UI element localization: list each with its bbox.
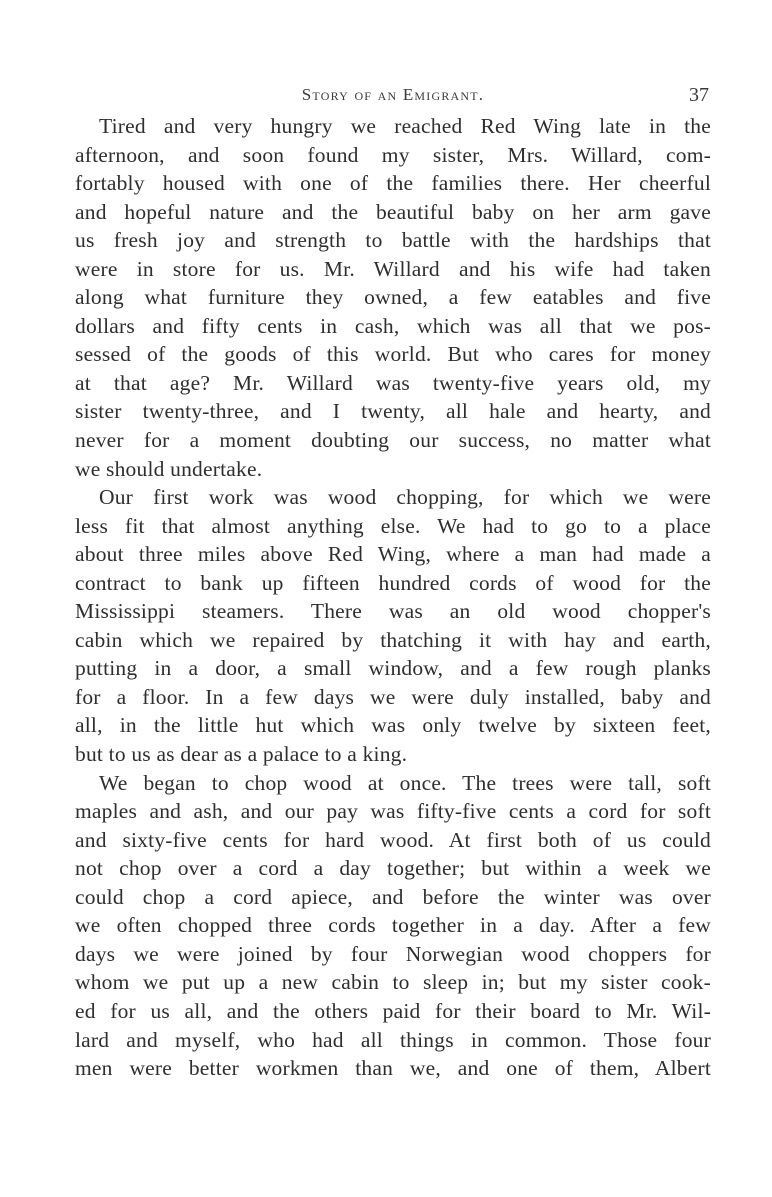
text-line: along what furniture they owned, a few eatables and five — [75, 285, 711, 310]
text-line: not chop over a cord a day together; but within a week we — [75, 856, 711, 881]
text-line: Mississippi steamers. There was an old wood chopper's — [75, 599, 711, 624]
text-line: us fresh joy and strength to battle with the hardships that — [75, 228, 711, 253]
text-line: and hopeful nature and the beautiful baby on her arm gave — [75, 199, 711, 224]
text-line: fortably housed with one of the families there. Her cheerful — [75, 171, 711, 196]
text-line: whom we put up a new cabin to sleep in; but my sister cook- — [75, 970, 711, 995]
text-line: dollars and fifty cents in cash, which was all that we pos- — [75, 313, 711, 338]
text-line: We began to chop wood at once. The trees were tall, soft — [99, 770, 711, 795]
text-line: for a floor. In a few days we were duly installed, baby and — [75, 684, 711, 709]
text-line: less fit that almost anything else. We had to go to a place — [75, 513, 711, 538]
text-line: we should undertake. — [75, 456, 263, 481]
text-line: we often chopped three cords together in a day. After a few — [75, 913, 711, 938]
text-line: but to us as dear as a palace to a king. — [75, 742, 408, 767]
text-line: men were better workmen than we, and one of them, Albert — [75, 1056, 711, 1081]
text-line: afternoon, and soon found my sister, Mrs. Willard, com- — [75, 142, 711, 167]
text-line: maples and ash, and our pay was fifty-five cents a cord for soft — [75, 799, 711, 824]
text-line: and sixty-five cents for hard wood. At first both of us could — [75, 827, 711, 852]
body-text — [75, 112, 711, 1083]
text-line: contract to bank up fifteen hundred cords of wood for the — [75, 570, 711, 595]
text-line: sister twenty-three, and I twenty, all hale and hearty, and — [75, 399, 711, 424]
text-line: cabin which we repaired by thatching it with hay and earth, — [75, 627, 711, 652]
running-header — [75, 85, 711, 111]
text-line: were in store for us. Mr. Willard and his wife had taken — [75, 256, 711, 281]
text-line: days we were joined by four Norwegian wood choppers for — [75, 941, 711, 966]
text-line: putting in a door, a small window, and a few rough planks — [75, 656, 711, 681]
page-number: 37 — [689, 84, 709, 106]
text-line: all, in the little hut which was only twelve by sixteen feet, — [75, 713, 711, 738]
text-line: Tired and very hungry we reached Red Wing late in the — [99, 114, 711, 138]
text-line: at that age? Mr. Willard was twenty-five years old, my — [75, 370, 711, 395]
text-line: could chop a cord apiece, and before the winter was over — [75, 884, 711, 909]
text-line: lard and myself, who had all things in common. Those four — [75, 1027, 711, 1052]
running-title: Story of an Emigrant. — [301, 85, 485, 104]
text-line: never for a moment doubting our success, no matter what — [75, 428, 711, 453]
text-line: sessed of the goods of this world. But who cares for money — [75, 342, 711, 367]
text-line: ed for us all, and the others paid for their board to Mr. Wil- — [75, 998, 711, 1023]
text-line: about three miles above Red Wing, where a man had made a — [75, 542, 711, 567]
text-line: Our first work was wood chopping, for which we were — [99, 485, 711, 510]
